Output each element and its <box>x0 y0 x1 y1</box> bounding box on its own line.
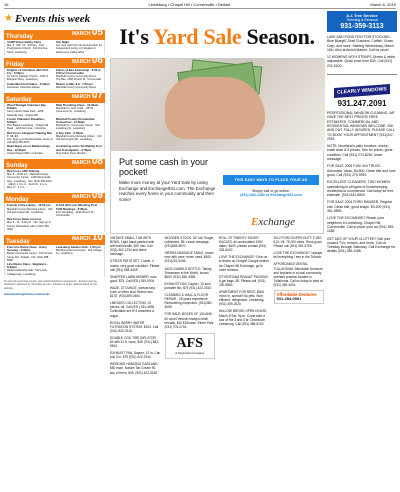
afford-phone: 931-454-0001 <box>276 296 302 302</box>
afs-ad <box>165 333 216 359</box>
event-item[interactable] <box>7 204 53 217</box>
issue-date: March 6, 2019 <box>370 2 396 7</box>
event-item[interactable] <box>7 118 53 131</box>
event-item[interactable] <box>56 69 102 82</box>
day-number: 07 <box>91 90 103 102</box>
event-detail: Bell Memorial Community · 200 College St., Lewisburg <box>56 249 102 256</box>
day-month: MARCH <box>71 94 92 101</box>
tree-phone: 931-359-3113 <box>340 23 384 30</box>
event-day <box>4 231 105 277</box>
classified-ad: 2012 FORD SUPER DUTY F-250, 6.2L V8, 75,000 miles. Runs good. Please call (931) 361-5765. <box>273 236 323 249</box>
rail-listing: LOVE THE EXCHANGE? Reach your neighbors in Lewisburg, Chapel Hill, Cornersville. Call to place your ad (931) 359-1188. <box>327 216 395 234</box>
ad-copy <box>119 157 219 202</box>
events-footer: To view all upcoming events, visit: lewisburgtribune.com/events · Events must be received in advance by Thursday at noon. Contact us at the address listed on the website. <box>4 279 98 290</box>
affordable-dentures-ad <box>274 290 325 304</box>
rail-listing: FOR SALE 2004 FORD RANGER. Regular cab. Clean title, good shape. $3,200 (931) 361-0855. <box>327 200 393 214</box>
classified-col2-list <box>165 236 216 329</box>
event-title: Info Night <box>56 40 70 44</box>
day-date <box>72 22 103 40</box>
classified-ad: WEDDING HANGING GARLAND, $50 each, Nature Tan Cream 90, two of them, $45. (931) 422-3150. <box>110 362 159 375</box>
rail-listing: GET ADS OF YOUR CLUTTER? Sell your unused TVs, movies, and more. Call us Tuesday through Saturday. Call Exchange for details (931) 359-1188. <box>327 236 396 254</box>
event-item[interactable] <box>7 218 53 231</box>
classified-ad: EXHAUST FAN, Dayton, 12-inch portable fan. $75 (931) 422-2310. <box>164 281 212 290</box>
event-detail: United Chapel UMC, Columbia <box>7 151 43 155</box>
classified-ad: WOODEN STOCK, 34" tall, Single, unfinished. $5. Leave message. (931)845-9870. <box>164 236 214 249</box>
event-title: Lewisburg Garden Club - 1:00 pm <box>56 244 101 249</box>
classified-column-4 <box>274 236 325 488</box>
afs-logo: AFS <box>176 335 203 351</box>
day-month: MARCH <box>71 31 92 37</box>
event-title: Red Cross Swim Lessons <box>7 217 42 222</box>
classifieds <box>110 236 324 488</box>
tree-title: A-1 Tree Service <box>346 13 378 18</box>
classified-ad: STYROFOAM PEANUT PACKING 6 gal bags, $5. Please call. (931) 330-5864. <box>219 274 268 287</box>
classified-ad: CLEANING & WALL & FLOOR REPAIR - 25 years experience. Remodeling Inspection. (931)380-4096. <box>164 293 213 310</box>
exchange-logo: Exchange <box>251 216 295 228</box>
event-title: Return to Mar. 8-9 · 7:00 pm <box>56 81 93 86</box>
day-name: Tuesday <box>6 238 30 245</box>
afs-tagline: A Saybrook Company <box>175 350 205 355</box>
event-detail: First Baptist Lewisburg · Chapel Hill Road · 1230 Fern Ave., Columbia <box>7 124 49 131</box>
event-item[interactable] <box>7 145 53 155</box>
classified-ad: WILLOW BROOK OPEN HOUSE, March 8 Sat, 9p.m. Come take a tour of the 3 and 4 br. Downtown Lewisburg. Call (931) 388-5100. <box>219 309 268 326</box>
ad-headline: Put some cash in your pocket! <box>119 157 209 177</box>
event-detail: Marshall Co. Community Center · 510 Lewisburg St., Lewisburg <box>56 124 100 131</box>
event-detail: Marshall County Community Room, The Bee, 1590 Church St., Cornersville <box>56 75 102 82</box>
day-events <box>4 103 105 156</box>
event-item[interactable] <box>7 246 53 262</box>
event-item[interactable] <box>7 83 53 89</box>
event-item[interactable] <box>56 104 102 117</box>
classified-col4-list <box>274 236 325 287</box>
day-bar <box>4 54 105 68</box>
rail-listing: NOTE: Moreland's patio furniture, sheep, small chair & 5 pieces. See for prices, great condition. Call (931) 274-8250, leave message. <box>327 144 393 162</box>
place-ad-button[interactable]: THIS EASY WAYS TO PLACE YOUR AD <box>223 175 319 185</box>
event-title: Free Line Dance Class · Every Tuesday · 2:00pm <box>7 244 47 253</box>
day-month: MARCH <box>71 58 92 65</box>
classified-ad: LOVE THE EXCHANGE? I always tell everything I see in the Tribune. <box>273 251 323 260</box>
day-month: MARCH <box>71 160 92 167</box>
events-days <box>4 27 105 277</box>
day-number: 05 <box>91 27 103 38</box>
ad-simply: Simply call or go online: <box>252 189 290 193</box>
event-detail: Marshall County Community Room <box>56 85 97 89</box>
event-detail: First Friday Tours Monthly <box>56 151 86 155</box>
rail-listings <box>327 35 397 68</box>
star-icon: ★ <box>4 13 13 24</box>
classified-ad: AFFORDABLE DENTAL TULLAHOMA: Affordable Dentures and Implants is a local community oriented practice located in Tullahoma. Call us today to start at (931) 455-4001. <box>273 262 323 287</box>
event-detail: E.M. Rumbling · 1445 Church St., Cornersville <box>56 210 95 217</box>
day-events <box>4 245 105 277</box>
day-number: 08 <box>91 156 103 168</box>
ad-photo <box>111 59 325 151</box>
event-title: Friends of the Library - 12:00 pm <box>7 203 51 208</box>
day-name: Friday <box>6 61 25 68</box>
event-detail: Mar. 8 · 12:00 pm · Marshall County Community Center · 1325 Mooresville Hwy., Lewisburg · Info: (931) 359-4510 · March 1, 6 p.m. · April 19 · 2 p.m. · May 17 · 2 p.m. <box>7 173 52 190</box>
clearly-phone: 931.247.2091 <box>337 99 387 109</box>
classified-column-3 <box>219 236 270 488</box>
right-rail <box>327 11 397 489</box>
event-detail: Marshall County Memorial Library · 310 Old Farmington Rd., Lewisburg <box>56 134 102 142</box>
day-month: MARCH <box>71 235 92 242</box>
classified-ad: ROYAL BERRY WATER FILTRATION SYSTEM, $100. Call (931) 842-2316. <box>110 320 159 333</box>
day-bar <box>4 90 105 104</box>
day-name: Saturday <box>6 97 32 104</box>
ad-contact[interactable]: (931) 484-1283 or Exchange931.com <box>240 193 302 197</box>
event-item[interactable] <box>7 69 53 82</box>
event-title: Columbia First Fridays - 5:00pm <box>7 81 50 86</box>
classified-ad: LIMOGES COLLECTION, 10 pieces, all. Call (931) 334-4590. Collectable set of 4 creamers & sugar. <box>110 301 156 318</box>
event-detail: Downtown Columbia Square <box>7 85 40 89</box>
rail-listing: LAKE AND POND FISH FOR STOCKING: Blue Bluegill, Shell Crackers, Catfish, Grass Carp, and more. Starting Wednesday, March 11th. Also at Amish Market. Call for price! <box>327 35 394 52</box>
afford-name: Affordable Dentures <box>276 292 317 298</box>
classified-ad: FOR SALE: BOXES OF 100 AND 60 count Verizon shotgun shell reloads, $10 $15/case. Elmer Pahr (931) 703-2744. <box>164 312 214 329</box>
events-column <box>4 11 105 489</box>
classified-ad: SIERRA MASSAGE TABLE, brand new with case, never used. $400. (931)222-0046. <box>164 251 214 264</box>
masthead <box>4 1 396 9</box>
events-title: Events this week <box>14 13 91 25</box>
event-title: Red Cross CPR Training <box>7 169 40 174</box>
hand-icon <box>165 77 265 139</box>
rail-listing: PROFESSIONAL WINDOW CLEANING, WE HAVE THE BEST PRICES! FREE ESTIMATES, COMMERCIAL AND RESIDENTIAL WINDOWS WELCOME. IND AND OUT. FULLY INSURED. PLEASE CALL TO BOOK YOUR APPOINTMENT (931)247-2091. <box>327 111 395 141</box>
event-item[interactable] <box>7 104 53 117</box>
event-day <box>4 90 105 156</box>
classified-ad: JACK DANIELS BOTTLE, Taking Tennessee to the World, boxed. $500. (931) 830-4396. <box>164 266 212 279</box>
event-title: AARP Driver Safety Class <box>7 40 42 44</box>
day-number: 10 <box>91 231 103 243</box>
events-link[interactable]: www.lewisburgtribune.com/events <box>4 291 50 296</box>
event-detail: Raider Fellowship Hall · 513 Lewis Collage Hwy., Lewisburg <box>7 269 47 276</box>
event-item[interactable] <box>56 204 102 217</box>
event-title: K.S.M. Bill Leon Wheeling Post 5109 Meetings - 6:30pm <box>56 203 98 211</box>
event-item[interactable] <box>56 132 102 145</box>
day-bar <box>4 27 105 40</box>
classified-ad: APARTMENT FOR RENT, $300 move in, special! No pets. Nice, efficient, refrigerator. Lewisburg. (931) 359-2020. <box>219 290 265 307</box>
event-item[interactable] <box>7 41 53 54</box>
classified-ad: WAZE, 37 DUNCE, canvas tarp, cube or silver skid, Brand new. $175. (931)359-0464. <box>110 285 156 299</box>
day-bar <box>4 231 105 245</box>
event-detail: Mar. 5 · Mar. 10 · 9:00 am · First Presbyterian Church · 612 2nd Ave. North, Lewisburg <box>7 44 49 54</box>
tree-service-ad <box>327 11 397 32</box>
yard-prefix: It's <box>119 24 153 49</box>
day-name: Sunday <box>6 163 28 170</box>
page-number: 16 <box>4 2 9 7</box>
classified-column-2 <box>165 236 216 488</box>
classified-ad: DOUBLE COIL TIRE INFLATOR, kit with 12 ft. hose, $45. (931) 842-5510. <box>110 335 160 349</box>
event-title: Knights of Columbus 40th Fish Fry - 5:00pm <box>7 67 49 76</box>
event-detail: Marshall County Memorial Library · 310 Old Farmington Rd., Lewisburg <box>7 207 53 214</box>
event-item[interactable] <box>56 118 102 131</box>
day-number: 06 <box>91 54 103 66</box>
classified-ad: SNAPPER LAWN MOWER, runs good, $75. Call (931) 359-0004. <box>110 274 157 283</box>
event-item[interactable] <box>7 132 53 145</box>
classified-ad: ROLL OF TWENTY SILVER EAGLES, all uncirculated 1992 dates. $400, please contact (931) 333-5432. <box>219 236 267 253</box>
event-title: Marshall County Presidential Convention - 11:00am <box>56 116 95 125</box>
rail-listing: 12 WOMENS WITH STRAPS. Brown & white, adjustable. Quick price from $30. Call (931) 232-5100. <box>327 55 396 68</box>
event-detail: Info: Any night from the Resurrection for independent Living, 2-4 Register in advance by calling office <box>56 44 102 54</box>
rail-listing: EXCELLENT CLEANERS, TWO WOMEN specializing in all types of housekeeping, residential or commercial. Call today for free estimate, (931) 842-8800. <box>327 180 394 198</box>
event-title: Frozen Character Breakfast - 8:30am <box>7 116 46 125</box>
day-number: 09 <box>91 190 103 202</box>
day-date <box>72 85 103 103</box>
ad-cta <box>223 175 319 197</box>
classified-ad: VINTAGE SMALL TUB WITH BOWL, Light hand-painted sink with bail handle, $20 obo. Call (931) 362-1234 and leave message. <box>110 236 155 257</box>
day-date <box>72 151 103 169</box>
yard-sale-headline <box>110 24 324 50</box>
event-detail: St. John's Catholic Church · 1545 S. Ellington Pkwy., Lewisburg <box>7 75 49 82</box>
event-title: A Pop Club - 2:00pm <box>56 130 84 135</box>
event-title: Read Signs of our Relationships Day - 12:00pm <box>7 144 51 152</box>
day-bar <box>4 156 105 170</box>
event-item[interactable] <box>7 263 53 276</box>
paper-name: Lewisburg • Chapel Hill • Cornersville • Belfast <box>148 2 231 7</box>
event-title: Future of Bee Fellowship - 6:00 to 9:00 pm Cornersville <box>56 67 101 76</box>
event-title: Line Dance Class · Beginners - 5:30pm <box>7 261 49 270</box>
day-bar <box>4 190 105 204</box>
day-date <box>72 50 103 68</box>
yard-suffix: Season. <box>241 24 315 49</box>
classified-ad: LOVE THE EXCHANGE? Give us a review on Google! Google search for Chapel Hill Exchange, go to more reviews. <box>219 255 269 272</box>
day-month: MARCH <box>71 194 92 201</box>
exchange-ad <box>110 58 324 234</box>
event-item[interactable] <box>56 246 102 262</box>
day-name: Thursday <box>6 34 34 40</box>
day-date <box>72 185 103 203</box>
event-title: Wood Wrangle Volunteer Day - 8:00am <box>7 103 48 111</box>
event-detail: Bethel Community Center · 100 Verona Caney Rd., Pulaski · Info: (931) 388-5568 <box>7 252 53 262</box>
day-date <box>72 227 103 245</box>
event-title: Red Cross Lifeguard Training Mar 7, 14, 21 <box>7 130 52 138</box>
event-item[interactable] <box>7 170 53 189</box>
clearly-windows-ad <box>327 74 397 108</box>
event-detail: Henry Horton State Park · 4209 Nashville Hwy., Chapel Hill <box>7 110 44 117</box>
event-detail: Marshall Co. Hist. Guild · 100 W Commerce St., Lewisburg <box>56 107 94 114</box>
rail-listing: FOR SALE 2005 F150 4X4 TRUCK. Automatic, clean. $4,500. Clean title and runs good. Call (931) 270-9991. <box>327 164 396 177</box>
event-detail: Mar. 9 - 16 · 6:00 pm · Info: Sign up at Tommy Richardson call or (931) 359-4510 <box>7 221 51 231</box>
yard-highlight: Yard Sale <box>152 24 242 49</box>
tree-sub: Trimming & Removal <box>346 18 378 22</box>
classified-ad: 5 PIECE PATIO SET, 1 table, 4 chairs, very good condition. Please call (931) 698-3445. <box>110 259 160 272</box>
day-name: Monday <box>6 197 29 204</box>
ad-body: Make more money at your Yard Sale by using Exchange and Exchange931.com. The Exchange reaches every home in your community and then some! <box>119 180 216 202</box>
event-title: An Evening at the Vet Making Tool and Investigation - 6:00pm <box>56 144 102 152</box>
event-detail: Info: Sign up at the Recreation center or call (931) 359-4510 <box>7 138 53 145</box>
clearly-listings <box>327 111 397 254</box>
classified-ad: EXHAUST FAN, Dayton, 12 in. Can pull 3 in. $75 (931) 422-2310. <box>110 351 161 360</box>
clearly-logo: CLEARLY WINDOWS <box>334 84 390 98</box>
event-title: Ride Thumbing Class - 10:00am <box>56 103 99 108</box>
classified-column-1 <box>110 236 161 488</box>
